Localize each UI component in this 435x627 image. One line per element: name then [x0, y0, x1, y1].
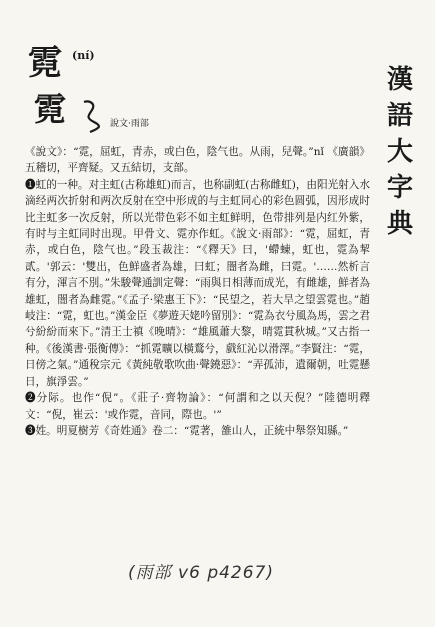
- book-title-char: 語: [386, 101, 413, 131]
- book-title-char: 典: [386, 209, 413, 239]
- seal-script-glyph: 霓: [34, 90, 67, 128]
- book-title-vertical: [380, 62, 420, 242]
- entry-paragraph: 《說文》：“霓，屈虹，青赤，或白色，陰气也。从雨，兒聲。”nǐ 《廣韻》五稽切，平齊疑。又五結切，支部。: [25, 146, 370, 175]
- entry-paragraph: ❷分际。也作“倪”。《莊子·齊物論》：“何謂和之以天倪？”陸德明釋文：“倪，崔云：'或作霓，音同，際也。'”: [25, 392, 370, 421]
- headword-pronunciation: (ní): [72, 49, 95, 62]
- book-title-char: 字: [386, 173, 413, 203]
- entry-paragraph: ❶虹的一种。对主虹(古称雄虹)而言，也称副虹(古称雌虹)，由阳光射入水滴经两次折射和两次反射在空中形成的与主虹同心的彩色圆弧，因形成时比主虹多一次反射，所以光带色彩不如主虹鲜明，色带排列是内红外紫，有时与主虹同时出现。甲骨文、霓亦作虹。《說文·雨部》：“霓，屈虹，青赤，或白色，陰气也。”段玉裁注：“《釋天》曰，'螮蝀，虹也，霓為挈貳。'郭云：'雙出，色鮮盛者為雄，曰虹；闇者為雌，曰霓。'……然析言有分，渾言不別。”朱駿聲通訓定聲：“雨與日相薄而成光，有雌雄，鮮者為雄虹，闇者為雌霓。”《孟子·梁惠王下》：“民望之，若大旱之望雲霓也。”趙岐注：“霓，虹也。”漢金臣《夢遊天姥吟留別》：“霓為衣兮風為馬，雲之君兮紛紛而來下。”清王士禛《晚晴》：“雄風蕭大黎，晴霓貫秋城。”又古指一种。《後漢書·張衡傳》：“抓霓曠以橫鶩兮，戲紅沁以滑澤。”李賢注：“霓，日傍之氣。”通稅宗元《黃純敬歌吹曲·聲鐃惡》：“弄孤沛，遺爾朝，吐霓懸日，旗淨雲。”: [25, 178, 370, 388]
- entry-paragraph: ❸姓。明夏樹芳《奇姓通》卷二：“霓著，雒山人，正統中舉祭知縣。”: [25, 424, 349, 437]
- book-title-char: 大: [386, 137, 413, 167]
- handwritten-note: (雨部 v6 p4267): [128, 563, 275, 583]
- seal-source-label: 說文·雨部: [110, 119, 149, 129]
- book-title-char: 漢: [386, 65, 413, 95]
- headword-char: 霓: [28, 43, 62, 83]
- entry-body: [25, 144, 370, 439]
- seal-script-stroke-icon: [80, 98, 104, 134]
